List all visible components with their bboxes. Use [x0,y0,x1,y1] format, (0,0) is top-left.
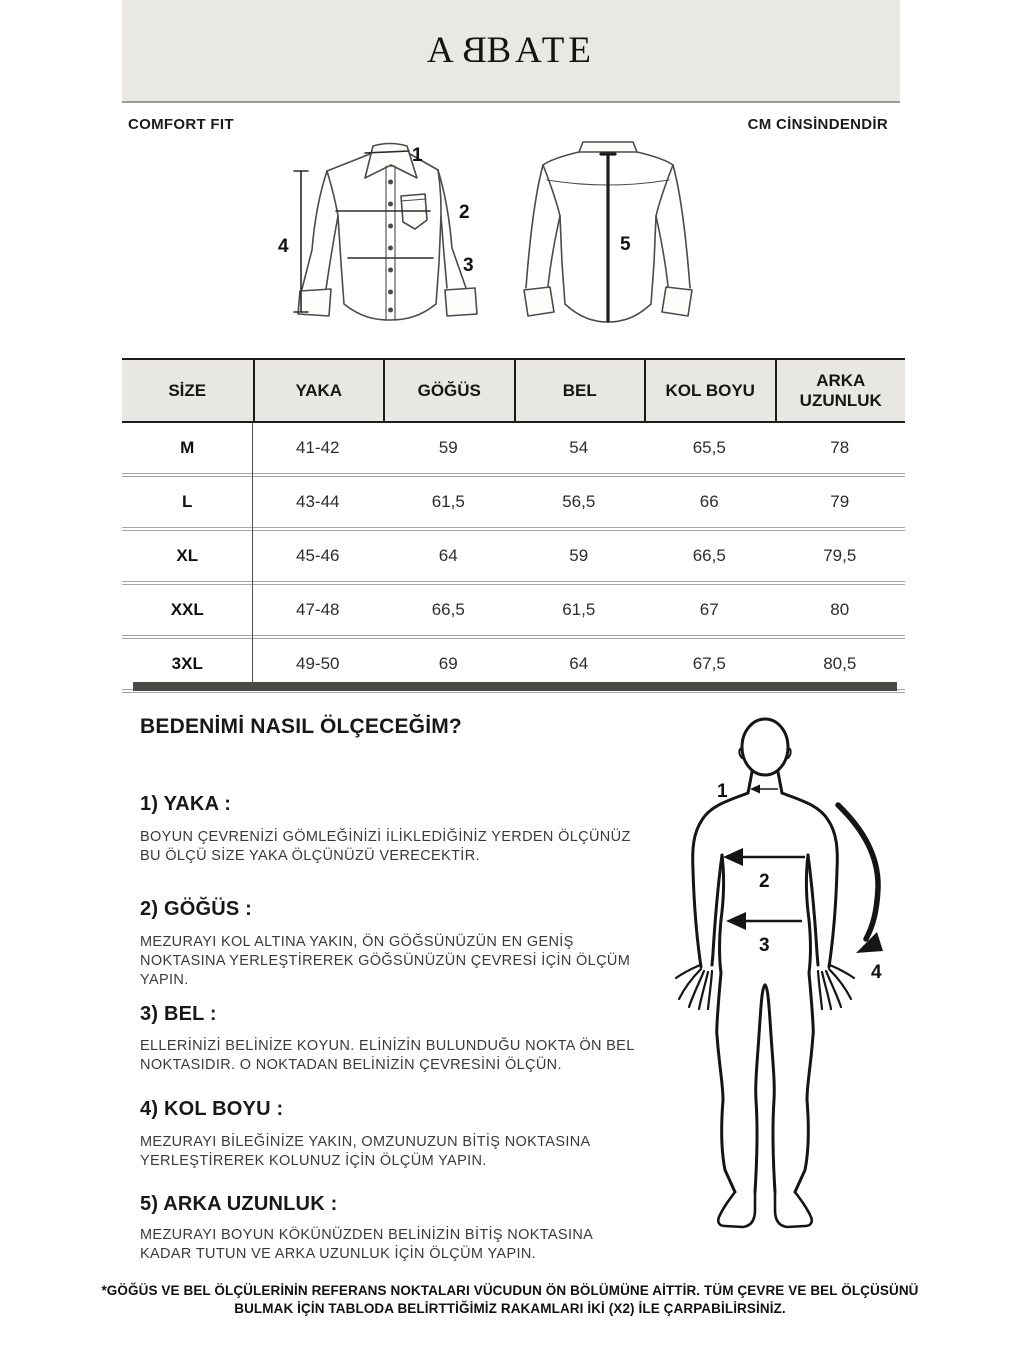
cell-waist: 54 [569,438,589,457]
cell-sleeve: 67 [699,600,719,619]
size-table-header [122,358,905,423]
brand-logo [427,29,595,72]
column-header-sleeve: KOL BOYU [644,360,775,421]
column-header-collar: YAKA [253,360,384,421]
back-length-measure-label: 5 [620,234,631,255]
table-row [122,423,905,477]
cell-waist: 64 [569,654,589,673]
brand-header-band [122,0,900,103]
cell-back-length: 78 [830,438,850,457]
guide-section-body-waist: ELLERİNİZİ BELİNİZE KOYUN. ELİNİZİN BULUNDUĞU NOKTA ÖN BEL NOKTASIDIR. O NOKTADAN BELİNİZİN ÇEVRESİNİ ÖLÇÜN. [140,1038,635,1073]
cell-size: XXL [170,600,204,619]
cell-back-length: 80 [830,600,850,619]
guide-section-body-chest: MEZURAYI KOL ALTINA YAKIN, ÖN GÖĞSÜNÜZÜN EN GENİŞ NOKTASINA YERLEŞTİREREK GÖĞSÜNÜZÜN ÇEVRESİ İÇİN ÖLÇÜM YAPIN. [140,934,631,988]
guide-section-heading-sleeve: 4) KOL BOYU : [140,1098,284,1120]
column-header-back-length: ARKA UZUNLUK [775,360,906,421]
cell-collar: 49-50 [296,654,340,673]
cell-sleeve: 66 [699,492,719,511]
cell-back-length: 79 [830,492,850,511]
table-row [122,477,905,531]
cell-collar: 45-46 [296,546,340,565]
guide-section-heading-chest: 2) GÖĞÜS : [140,898,253,920]
table-row [122,585,905,639]
front-shirt-drawing [298,144,477,321]
front-sleeve-measure-label: 4 [278,236,289,257]
cell-back-length: 80,5 [823,654,857,673]
guide-section-heading-waist: 3) BEL : [140,1003,217,1025]
column-header-chest: GÖĞÜS [383,360,514,421]
cell-chest: 69 [438,654,458,673]
body-chest-measure-label: 2 [759,871,770,892]
back-measure-line [601,154,615,321]
guide-section-body-sleeve: MEZURAYI BİLEĞİNİZE YAKIN, OMZUNUZUN BİTİŞ NOKTASINA YERLEŞTİREREK KOLUNUZ İÇİN ÖLÇÜM YAPIN. [140,1134,590,1169]
cell-size: M [180,438,195,457]
table-row [122,531,905,585]
body-sleeve-measure-label: 4 [871,962,882,983]
cell-waist: 56,5 [562,492,596,511]
front-collar-measure-label: 1 [412,145,423,166]
footnote-text: *GÖĞÜS VE BEL ÖLÇÜLERİNİN REFERANS NOKTALARI VÜCUDUN ÖN BÖLÜMÜNE AİTTİR. TÜM ÇEVRE VE BEL ÖLÇÜSÜNÜ BULMAK İÇİN TABLODA BELİRTTİĞİMİZ RAKAMLARI İKİ (X2) İLE ÇARPABİLİRSİNİZ. [101,1283,919,1317]
body-measure-arrows [723,785,883,954]
cell-collar: 43-44 [296,492,340,511]
cell-chest: 64 [438,546,458,565]
brand-letter: A [427,30,458,71]
size-table-body [122,423,905,693]
cell-collar: 41-42 [296,438,340,457]
brand-letter-mirrored: B [457,30,487,71]
cell-waist: 61,5 [562,600,596,619]
section-divider-bar [133,682,897,691]
cell-sleeve: 67,5 [692,654,726,673]
column-header-size: SİZE [168,380,207,400]
guide-section-heading-back-length: 5) ARKA UZUNLUK : [140,1193,338,1215]
shirt-measurement-diagram [270,138,730,353]
cell-size: 3XL [171,654,203,673]
guide-title: BEDENİMİ NASIL ÖLÇECEĞİM? [140,715,462,738]
cell-collar: 47-48 [296,600,340,619]
front-chest-measure-label: 2 [459,202,470,223]
cell-chest: 59 [438,438,458,457]
guide-section-body-collar: BOYUN ÇEVRENİZİ GÖMLEĞİNİZİ İLİKLEDİĞİNİZ YERDEN ÖLÇÜNÜZ BU ÖLÇÜ SİZE YAKA ÖLÇÜNÜZÜ VERECEKTİR. [140,829,631,864]
fit-type-label: COMFORT FIT [128,116,234,133]
cell-chest: 61,5 [431,492,465,511]
body-outline [693,719,838,1227]
cell-size: L [182,492,193,511]
body-waist-measure-label: 3 [759,935,770,956]
guide-section-heading-collar: 1) YAKA : [140,793,232,815]
cell-sleeve: 66,5 [692,546,726,565]
body-measurement-diagram [655,705,915,1250]
measuring-guide [140,715,655,1295]
cell-waist: 59 [569,546,589,565]
size-table [122,358,905,693]
cell-chest: 66,5 [431,600,465,619]
cell-size: XL [176,546,199,565]
body-neck-measure-label: 1 [717,781,728,802]
cell-back-length: 79,5 [823,546,857,565]
guide-section-body-back-length: MEZURAYI BOYUN KÖKÜNÜZDEN BELİNİZİN BİTİŞ NOKTASINA KADAR TUTUN VE ARKA UZUNLUK İÇİN ÖLÇÜM YAPIN. [140,1227,593,1262]
cell-sleeve: 65,5 [692,438,726,457]
column-header-waist: BEL [514,360,645,421]
unit-label: CM CİNSİNDENDİR [747,116,888,133]
brand-letters-rest: BATE [486,30,595,71]
front-waist-measure-label: 3 [463,255,474,276]
